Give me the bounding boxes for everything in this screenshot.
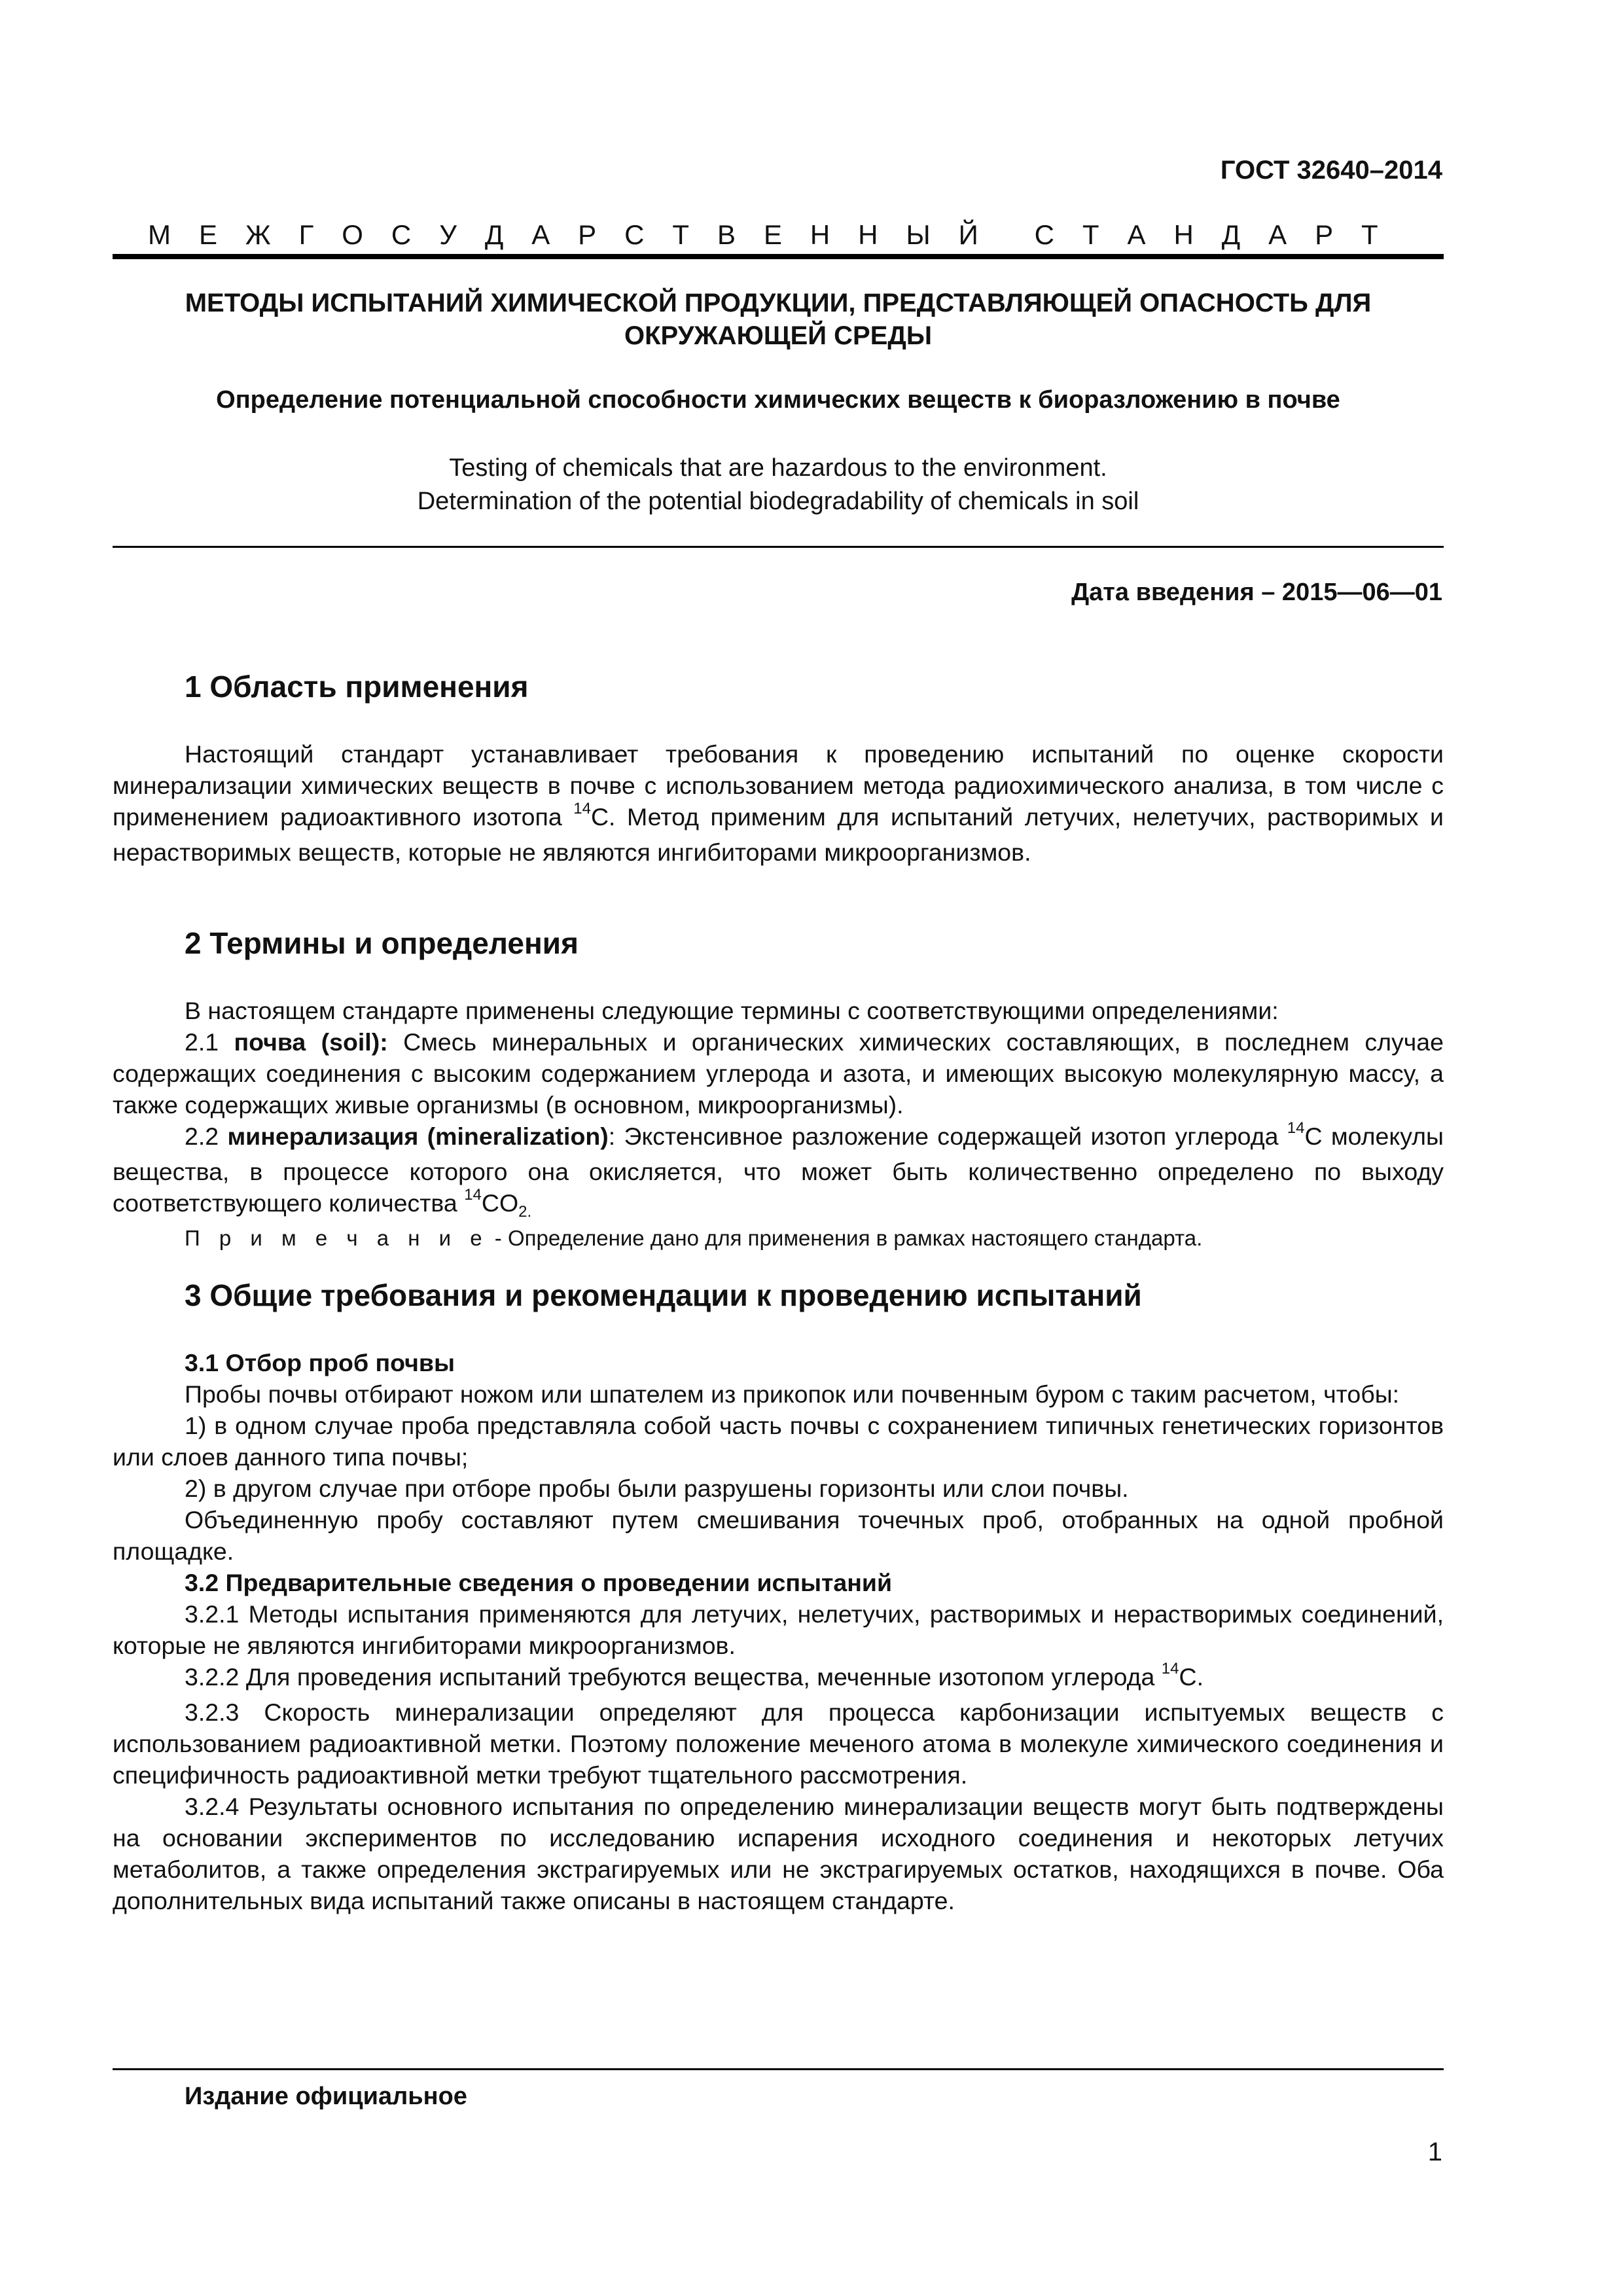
co2-subscript: 2. bbox=[518, 1203, 532, 1221]
section-3-heading: 3 Общие требования и рекомендации к проведению испытаний bbox=[185, 1278, 1142, 1312]
header-letter: Р bbox=[1315, 219, 1334, 250]
term-2-1-number: 2.1 bbox=[185, 1028, 234, 1056]
term-2-2-definition-a: : Экстенсивное разложение содержащей изотоп углерода bbox=[608, 1122, 1287, 1150]
header-letter: А bbox=[1268, 219, 1287, 250]
section-3-body bbox=[113, 1347, 1444, 1916]
isotope-superscript: 14 bbox=[573, 800, 591, 817]
term-2-1-definition: Смесь минеральных и органических химических составляющих, в последнем случае содержащих соединения с высоким содержанием углерода и азота, и имеющих высокую молекулярную массу, а также содержащих живые организмы (в основном, микроорганизмы). bbox=[113, 1028, 1444, 1119]
header-letter: В bbox=[717, 219, 736, 250]
header-letter: Т bbox=[672, 219, 690, 250]
title-line-2: ОКРУЖАЮЩЕЙ СРЕДЫ bbox=[624, 321, 933, 350]
official-edition-label: Издание официальное bbox=[185, 2083, 467, 2110]
document-subtitle: Определение потенциальной способности химических веществ к биоразложению в почве bbox=[216, 386, 1340, 414]
subsection-3-1-heading: 3.1 Отбор проб почвы bbox=[185, 1349, 455, 1376]
section-1-text-a: Настоящий стандарт устанавливает требования к проведению испытаний по оценке скорости минерализации химических веществ в почве с использованием метода радиохимического анализа, в том числе с применением радиоактивного изотопа bbox=[113, 740, 1444, 831]
paragraph-3-2-2-end: С. bbox=[1179, 1663, 1204, 1691]
header-letter: Т bbox=[1361, 219, 1378, 250]
header-letter: Н bbox=[1173, 219, 1194, 250]
english-title-line-1: Testing of chemicals that are hazardous to the environment. bbox=[449, 454, 1107, 482]
term-2-2-definition-b: С молекулы вещества, в процессе которого она окисляется, что может быть количественно определено по выходу соответствующего количества bbox=[113, 1122, 1444, 1217]
header-letter: Р bbox=[578, 219, 597, 250]
header-letter: М bbox=[148, 219, 171, 250]
section-2-heading: 2 Термины и определения bbox=[185, 926, 579, 960]
document-title bbox=[113, 287, 1444, 352]
header-letter: Д bbox=[1221, 219, 1241, 250]
paragraph-3-1-2: 1) в одном случае проба представляла собой часть почвы с сохранением типичных генетических горизонтов или слоев данного типа почвы; bbox=[113, 1412, 1444, 1471]
term-2-2 bbox=[113, 1121, 1444, 1223]
header-letter: Е bbox=[763, 219, 782, 250]
subsection-3-2-heading: 3.2 Предварительные сведения о проведении испытаний bbox=[185, 1569, 893, 1596]
co2-formula: CO bbox=[481, 1189, 519, 1217]
header-letter: Е bbox=[198, 219, 217, 250]
header-letter: Т bbox=[1082, 219, 1099, 250]
paragraph-3-2-2-text: 3.2.2 Для проведения испытаний требуются вещества, меченные изотопом углерода bbox=[185, 1663, 1162, 1691]
document-code: ГОСТ 32640–2014 bbox=[1220, 156, 1442, 185]
paragraph-3-1-3: 2) в другом случае при отборе пробы были разрушены горизонты или слои почвы. bbox=[185, 1475, 1129, 1502]
isotope-superscript: 14 bbox=[1287, 1119, 1305, 1137]
header-letter: Н bbox=[858, 219, 878, 250]
header-letter: Н bbox=[810, 219, 830, 250]
header-letter: С bbox=[624, 219, 645, 250]
paragraph-3-2-4: 3.2.4 Результаты основного испытания по определению минерализации веществ могут быть подтверждены на основании экспериментов по исследованию испарения исходного соединения и некоторых летучих метаболитов, а также определения экстрагируемых или не экстрагируемых остатков, находящихся в почве. Оба дополнительных вида испытаний также описаны в настоящем стандарте. bbox=[113, 1793, 1444, 1914]
header-letter: О bbox=[342, 219, 363, 250]
title-rule bbox=[113, 546, 1444, 548]
header-letter: А bbox=[1127, 219, 1146, 250]
term-2-1-name: почва (soil): bbox=[234, 1028, 388, 1056]
paragraph-3-2-2 bbox=[113, 1661, 1444, 1696]
title-line-1: МЕТОДЫ ИСПЫТАНИЙ ХИМИЧЕСКОЙ ПРОДУКЦИИ, ПРЕДСТАВЛЯЮЩЕЙ ОПАСНОСТЬ ДЛЯ bbox=[185, 289, 1372, 317]
header-letter: Г bbox=[298, 219, 314, 250]
section-2-intro: В настоящем стандарте применены следующие термины с соответствующими определениями: bbox=[185, 997, 1279, 1024]
note-text: - Определение дано для применения в рамках настоящего стандарта. bbox=[488, 1226, 1203, 1250]
header-letter: А bbox=[531, 219, 550, 250]
note-label: П р и м е ч а н и е bbox=[185, 1226, 489, 1250]
section-1-heading: 1 Область применения bbox=[185, 670, 529, 704]
page-number: 1 bbox=[1427, 2138, 1442, 2166]
standard-type-header bbox=[148, 219, 1378, 251]
paragraph-3-2-1: 3.2.1 Методы испытания применяются для летучих, нелетучих, растворимых и нерастворимых соединений, которые не являются ингибиторами микроорганизмов. bbox=[113, 1600, 1444, 1659]
note bbox=[113, 1223, 1444, 1254]
english-title bbox=[113, 452, 1444, 518]
paragraph-3-2-3: 3.2.3 Скорость минерализации определяют для процесса карбонизации испытуемых веществ с использованием радиоактивной метки. Поэтому положение меченого атома в молекуле химического соединения и специфичность радиоактивной метки требуют тщательного рассмотрения. bbox=[113, 1698, 1444, 1789]
paragraph-3-1-1: Пробы почвы отбирают ножом или шпателем из прикопок или почвенным буром с таким расчетом, чтобы: bbox=[185, 1380, 1400, 1408]
section-1-text-b: С. Метод применим для испытаний летучих, нелетучих, растворимых и нерастворимых веществ, которые не являются ингибиторами микроорганизмов. bbox=[113, 803, 1444, 866]
header-letter: С bbox=[1034, 219, 1054, 250]
isotope-superscript: 14 bbox=[464, 1186, 482, 1204]
header-rule bbox=[113, 254, 1444, 259]
header-letter: Ы bbox=[906, 219, 931, 250]
header-letter: Ж bbox=[245, 219, 271, 250]
isotope-superscript: 14 bbox=[1161, 1660, 1179, 1677]
section-1-paragraph bbox=[113, 738, 1444, 868]
term-2-1 bbox=[113, 1026, 1444, 1121]
term-2-2-number: 2.2 bbox=[185, 1122, 228, 1150]
section-2-body bbox=[113, 995, 1444, 1254]
header-letter: С bbox=[391, 219, 412, 250]
footer-rule bbox=[113, 2068, 1444, 2070]
term-2-2-name: минерализация (mineralization) bbox=[227, 1122, 609, 1150]
header-letter: Й bbox=[958, 219, 978, 250]
english-title-line-2: Determination of the potential biodegradability of chemicals in soil bbox=[417, 487, 1139, 515]
header-letter: Д bbox=[484, 219, 504, 250]
introduction-date: Дата введения – 2015—06—01 bbox=[1071, 579, 1442, 606]
header-letter: У bbox=[439, 219, 457, 250]
section-1-body bbox=[113, 738, 1444, 868]
paragraph-3-1-4: Объединенную пробу составляют путем смешивания точечных проб, отобранных на одной пробной площадке. bbox=[113, 1506, 1444, 1565]
